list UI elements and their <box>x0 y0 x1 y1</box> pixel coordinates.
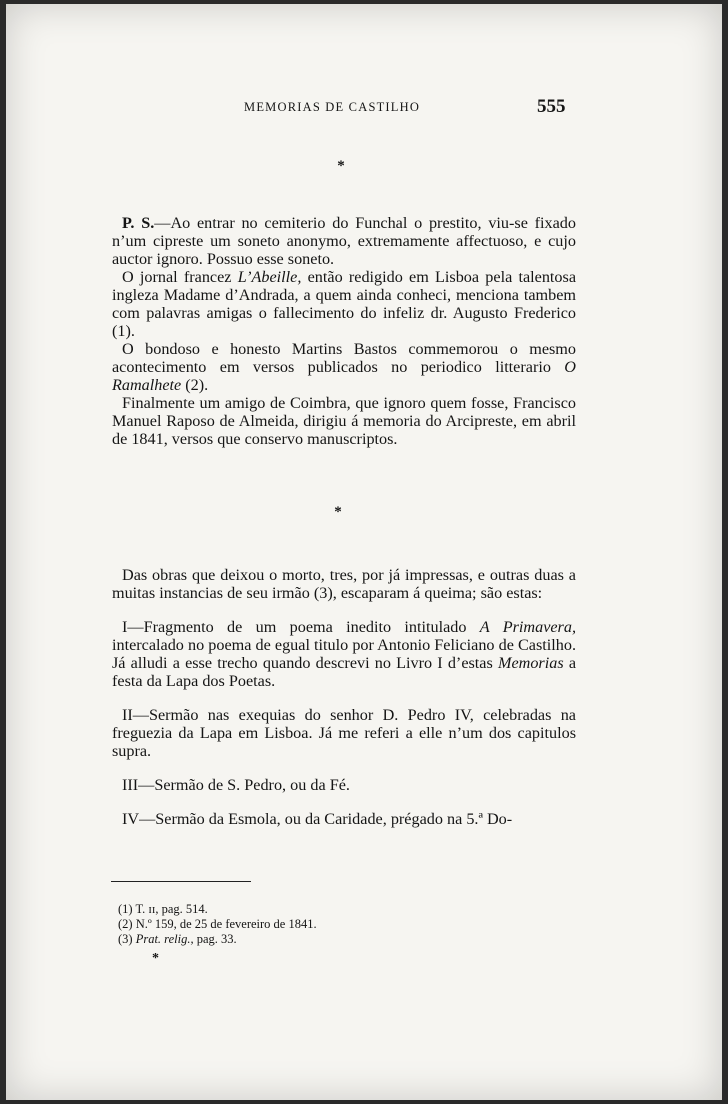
footnote-1 <box>118 902 518 917</box>
ps-paragraph-1 <box>112 214 576 268</box>
footnote-1-mark: (1) <box>118 902 133 916</box>
work-item-1-italic-title: A Primavera, <box>479 618 576 636</box>
work-item-2: II—Sermão nas exequias do senhor D. Pedro IV, celebradas na freguezia da Lapa em Lisboa. Já me referi a elle n’um dos capitulos supra. <box>112 706 576 760</box>
footnote-3-mark: (3) <box>118 932 133 946</box>
footnote-3-after: pag. 33. <box>193 932 237 946</box>
work-item-1-before: I—Fragmento de um poema inedito intitulado <box>122 618 480 636</box>
ps-paragraph-2-after: então redigido em Lisboa pela talentosa ingleza Madame d’Andrada, a quem ainda conheci, menciona tambem com palavras amigas o fallecimento do infeliz dr. Augusto Frederico (1). <box>112 268 576 340</box>
work-item-1-middle: intercalado no poema de egual titulo por Antonio Feliciano de Castilho. Já alludi a esse trecho quando descrevi no Livro I d’estas <box>112 636 576 672</box>
ps-paragraph-3-before: O bondoso e honesto Martins Bastos commemorou o mesmo acontecimento em versos publicados no periodico litterario <box>112 340 576 376</box>
book-page <box>6 4 722 1100</box>
work-item-4: IV—Sermão da Esmola, ou da Caridade, prégado na 5.ª Do- <box>122 810 513 828</box>
ps-paragraph-2 <box>112 268 576 340</box>
page-header <box>6 96 722 120</box>
ps-paragraph-3 <box>112 340 576 394</box>
ps-paragraph-2-before: O jornal francez <box>122 268 238 286</box>
ps-label: P. S. <box>122 214 155 232</box>
footnote-signature-mark: * <box>152 951 159 966</box>
ps-paragraph-4: Finalmente um amigo de Coimbra, que ignoro quem fosse, Francisco Manuel Raposo de Almeida, dirigiu á memoria do Arcipreste, em abril de 1841, versos que conservo manuscriptos. <box>112 394 576 448</box>
work-item-3: III—Sermão de S. Pedro, ou da Fé. <box>122 776 350 794</box>
page-number: 555 <box>537 96 566 117</box>
ps-paragraph-3-italic: O Ramalhete <box>112 358 576 394</box>
works-intro: Das obras que deixou o morto, tres, por já impressas, e outras duas a muitas instancias de seu irmão (3), escaparam á queima; são estas: <box>112 566 576 602</box>
work-item-1-italic-memorias: Memorias <box>497 654 564 672</box>
footnote-2 <box>118 917 518 932</box>
footnote-2-mark: (2) <box>118 917 133 931</box>
footnotes <box>118 902 518 947</box>
footnote-3 <box>118 932 518 947</box>
ps-paragraph-3-after: (2). <box>181 376 209 394</box>
section-separator-top: * <box>337 158 345 174</box>
footnote-rule <box>111 881 251 882</box>
footnote-1-text: T. ɪɪ, pag. 514. <box>132 902 208 916</box>
work-item-1-after: a festa da Lapa dos Poetas. <box>112 654 577 690</box>
footnote-2-text: N.º 159, de 25 de fevereiro de 1841. <box>132 917 317 931</box>
ps-paragraph-1-text: —Ao entrar no cemiterio do Funchal o prestito, viu-se fixado n’um cipreste um soneto anonymo, extremamente affectuoso, e cujo auctor ignoro. Possuo esse soneto. <box>112 214 576 268</box>
work-item-1 <box>112 618 576 690</box>
section-separator-middle: * <box>334 504 342 520</box>
works-section <box>112 566 576 828</box>
footnote-3-italic: Prat. relig., <box>135 932 194 946</box>
postscript-section <box>112 214 576 448</box>
ps-paragraph-2-italic: L’Abeille, <box>237 268 302 286</box>
running-title: MEMORIAS DE CASTILHO <box>244 100 421 114</box>
